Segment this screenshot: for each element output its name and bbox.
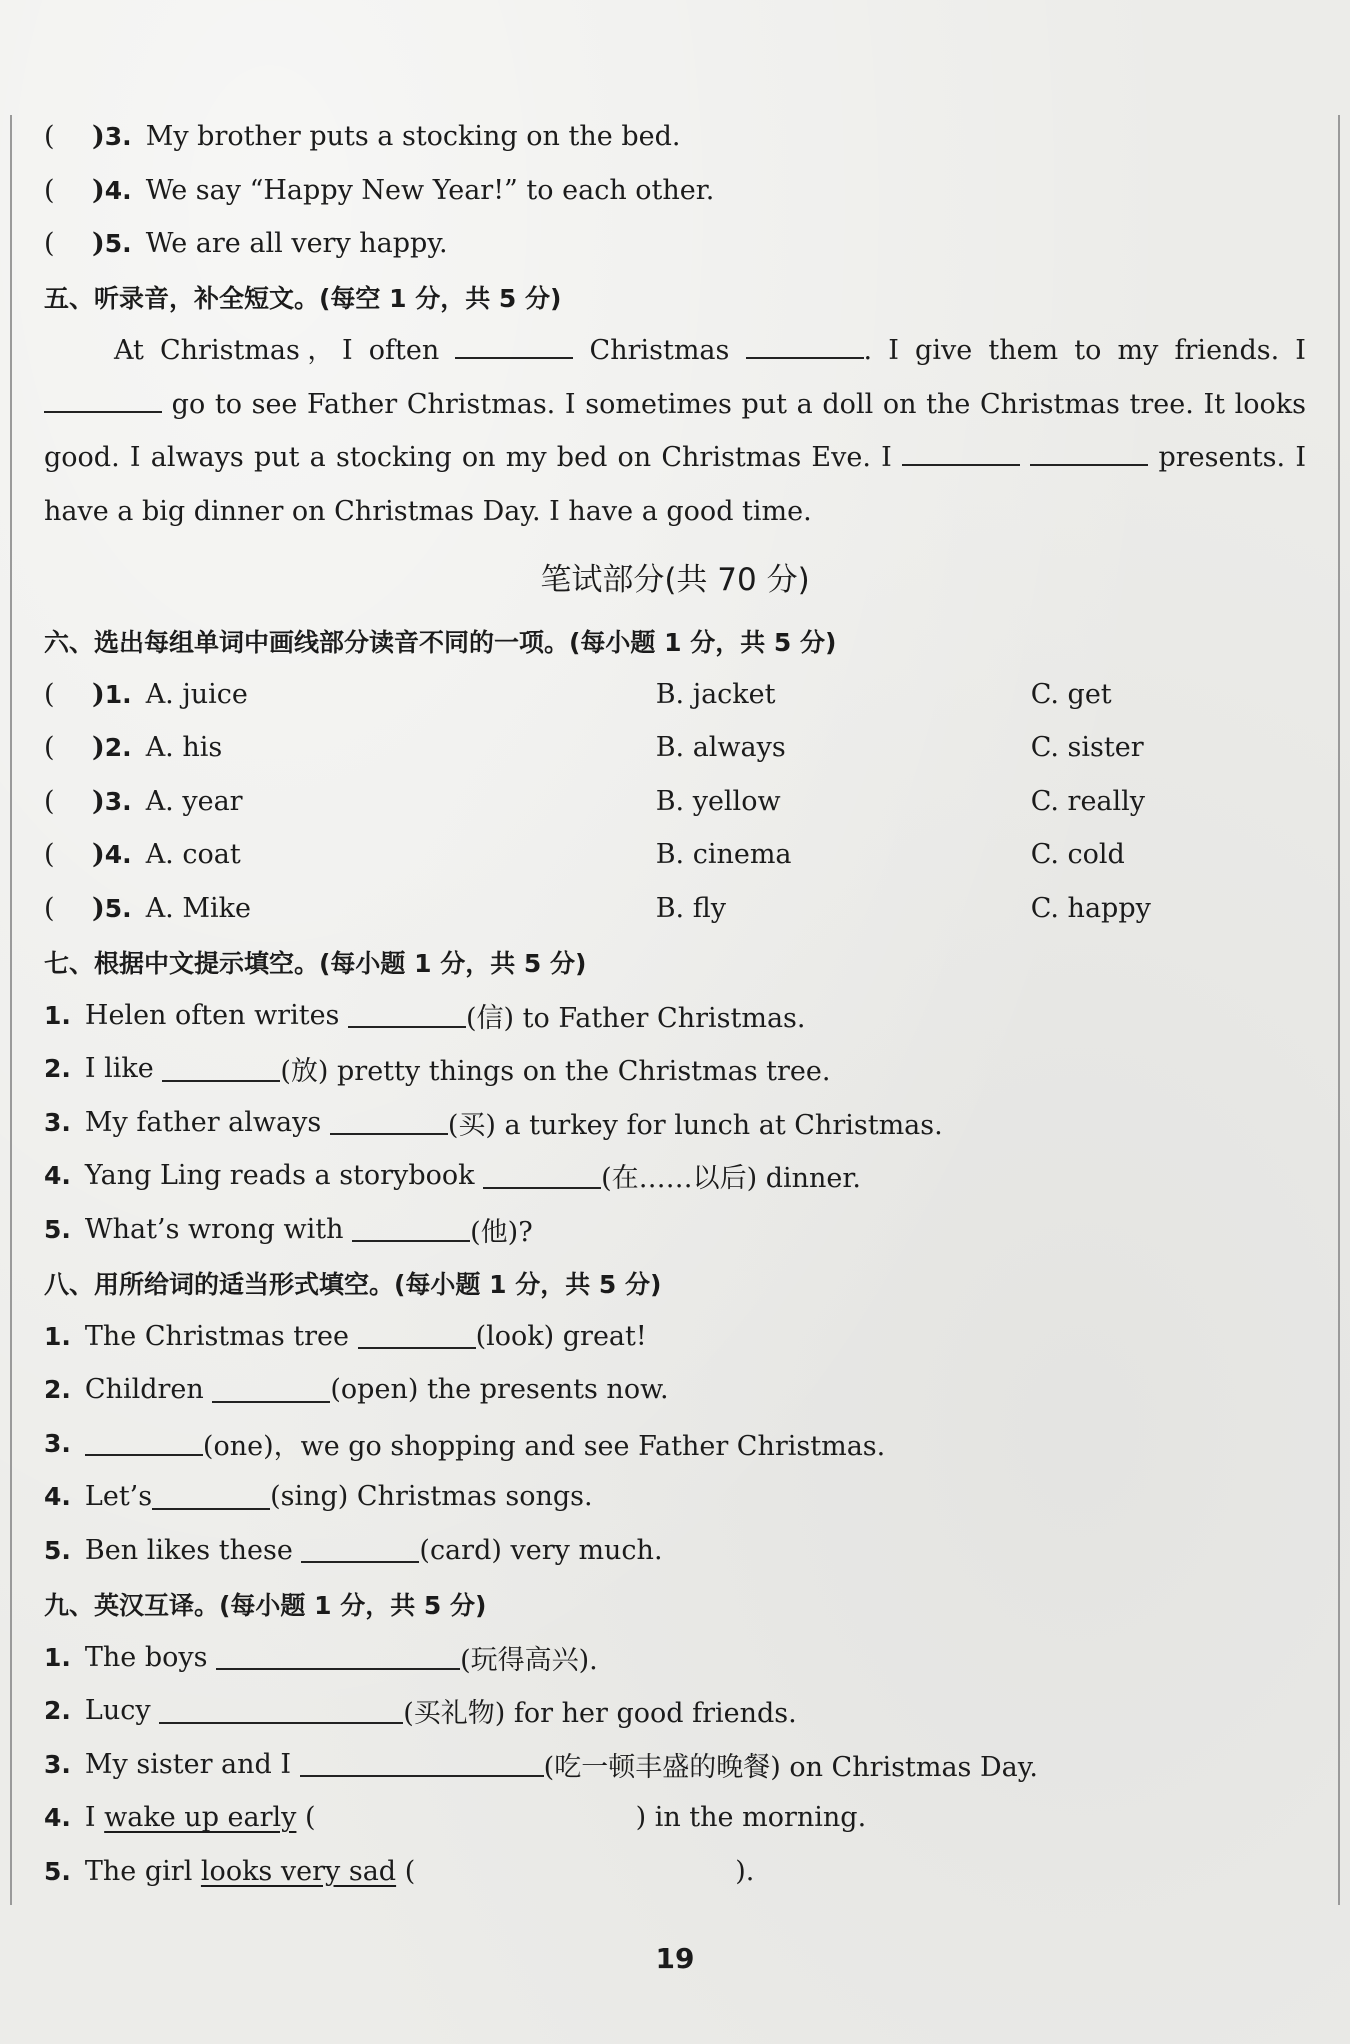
answer-blank[interactable] <box>746 333 864 359</box>
margin-line-left <box>10 115 12 1905</box>
cloze-passage: At Christmas，I often Christmas . I give them to my friends. I go to see Father Christmas. I sometimes put a doll on the Christmas tree. It looks good. I always put a stocking on my bed on Christmas Eve. I presents. I have a big dinner on Christmas Day. I have a good time. <box>44 335 1306 527</box>
question-number: 3. <box>104 122 132 152</box>
option-b: B. always <box>655 732 786 764</box>
option-b: B. yellow <box>655 785 781 817</box>
option-a: A. Mike <box>145 892 251 924</box>
translate-item: 1. The boys (玩得高兴). <box>44 1641 598 1676</box>
margin-line-right <box>1338 115 1340 1905</box>
answer-blank[interactable] <box>1030 440 1148 466</box>
fill-item: 1. Helen often writes (信) to Father Christmas. <box>44 999 806 1034</box>
answer-blank[interactable] <box>455 333 573 359</box>
answer-blank[interactable] <box>85 1430 203 1456</box>
option-a: A. year <box>145 785 243 817</box>
option-a: A. his <box>145 732 223 764</box>
option-b: B. fly <box>655 892 726 924</box>
answer-blank[interactable] <box>330 1109 448 1135</box>
fill-item: 2. I like (放) pretty things on the Christmas tree. <box>44 1053 831 1088</box>
fill-item: 2. Children (open) the presents now. <box>44 1374 669 1406</box>
option-c: C. sister <box>1030 732 1144 764</box>
answer-blank[interactable] <box>44 387 162 413</box>
page-number: 19 <box>655 1942 695 1975</box>
choice-item: ( ) 1. A. juice B. jacket C. get <box>44 678 1112 710</box>
translate-item: 4. I wake up early ( ) in the morning. <box>44 1802 867 1834</box>
underlined-phrase: wake up early <box>104 1802 297 1834</box>
section-heading-7: 七、根据中文提示填空。(每小题 1 分，共 5 分) <box>44 948 587 978</box>
fill-item: 4. Yang Ling reads a storybook (在……以后) dinner. <box>44 1160 861 1195</box>
question-number: 4. <box>104 175 132 205</box>
option-b: B. jacket <box>655 678 776 710</box>
option-a: A. coat <box>145 839 241 871</box>
option-c: C. really <box>1030 785 1146 817</box>
option-b: B. cinema <box>655 839 792 871</box>
question-text: We are all very happy. <box>145 228 448 260</box>
answer-blank[interactable] <box>352 1216 470 1242</box>
answer-blank[interactable] <box>483 1163 601 1189</box>
answer-blank[interactable] <box>301 1537 419 1563</box>
question-text: My brother puts a stocking on the bed. <box>145 121 681 153</box>
fill-item: 3. My father always (买) a turkey for lunch at Christmas. <box>44 1106 943 1141</box>
answer-blank[interactable] <box>159 1698 403 1724</box>
choice-item: ( ) 4. A. coat B. cinema C. cold <box>44 839 1125 871</box>
option-c: C. happy <box>1030 892 1151 924</box>
underlined-phrase: looks very sad <box>200 1855 397 1887</box>
judge-item: ( ) 3. My brother puts a stocking on the bed. <box>44 121 681 153</box>
answer-blank[interactable] <box>348 1002 466 1028</box>
section-heading-5: 五、听录音，补全短文。(每空 1 分，共 5 分) <box>44 284 562 314</box>
question-text: We say “Happy New Year!” to each other. <box>145 174 715 206</box>
fill-item: 1. The Christmas tree (look) great! <box>44 1320 647 1352</box>
option-a: A. juice <box>145 678 248 710</box>
section-heading-9: 九、英汉互译。(每小题 1 分，共 5 分) <box>44 1590 487 1620</box>
option-c: C. cold <box>1030 839 1125 871</box>
section-heading-6: 六、选出每组单词中画线部分读音不同的一项。(每小题 1 分，共 5 分) <box>44 627 837 657</box>
answer-blank[interactable] <box>212 1377 330 1403</box>
answer-blank[interactable] <box>216 1644 460 1670</box>
translate-item: 3. My sister and I (吃一顿丰盛的晚餐) on Christmas Day. <box>44 1748 1038 1783</box>
fill-item: 3. (one)，we go shopping and see Father Christmas. <box>44 1428 886 1462</box>
option-c: C. get <box>1030 678 1112 710</box>
translate-item: 2. Lucy (买礼物) for her good friends. <box>44 1695 797 1730</box>
answer-blank[interactable] <box>152 1484 270 1510</box>
judge-item: ( ) 5. We are all very happy. <box>44 228 448 260</box>
answer-blank[interactable] <box>358 1323 476 1349</box>
fill-item: 5. What’s wrong with (他)? <box>44 1213 533 1248</box>
choice-item: ( ) 3. A. year B. yellow C. really <box>44 785 1146 817</box>
judge-item: ( ) 4. We say “Happy New Year!” to each other. <box>44 174 715 206</box>
question-number: 5. <box>104 229 132 259</box>
answer-blank[interactable] <box>300 1751 544 1777</box>
written-part-title: 笔试部分(共 70 分) <box>540 561 810 598</box>
section-heading-8: 八、用所给词的适当形式填空。(每小题 1 分，共 5 分) <box>44 1269 662 1299</box>
choice-item: ( ) 2. A. his B. always C. sister <box>44 732 1144 764</box>
fill-item: 4. Let’s (sing) Christmas songs. <box>44 1481 593 1513</box>
answer-blank[interactable] <box>902 440 1020 466</box>
translate-item: 5. The girl looks very sad ( ). <box>44 1855 755 1887</box>
choice-item: ( ) 5. A. Mike B. fly C. happy <box>44 892 1151 924</box>
fill-item: 5. Ben likes these (card) very much. <box>44 1534 663 1566</box>
worksheet-content <box>44 110 1306 1898</box>
answer-blank[interactable] <box>162 1056 280 1082</box>
